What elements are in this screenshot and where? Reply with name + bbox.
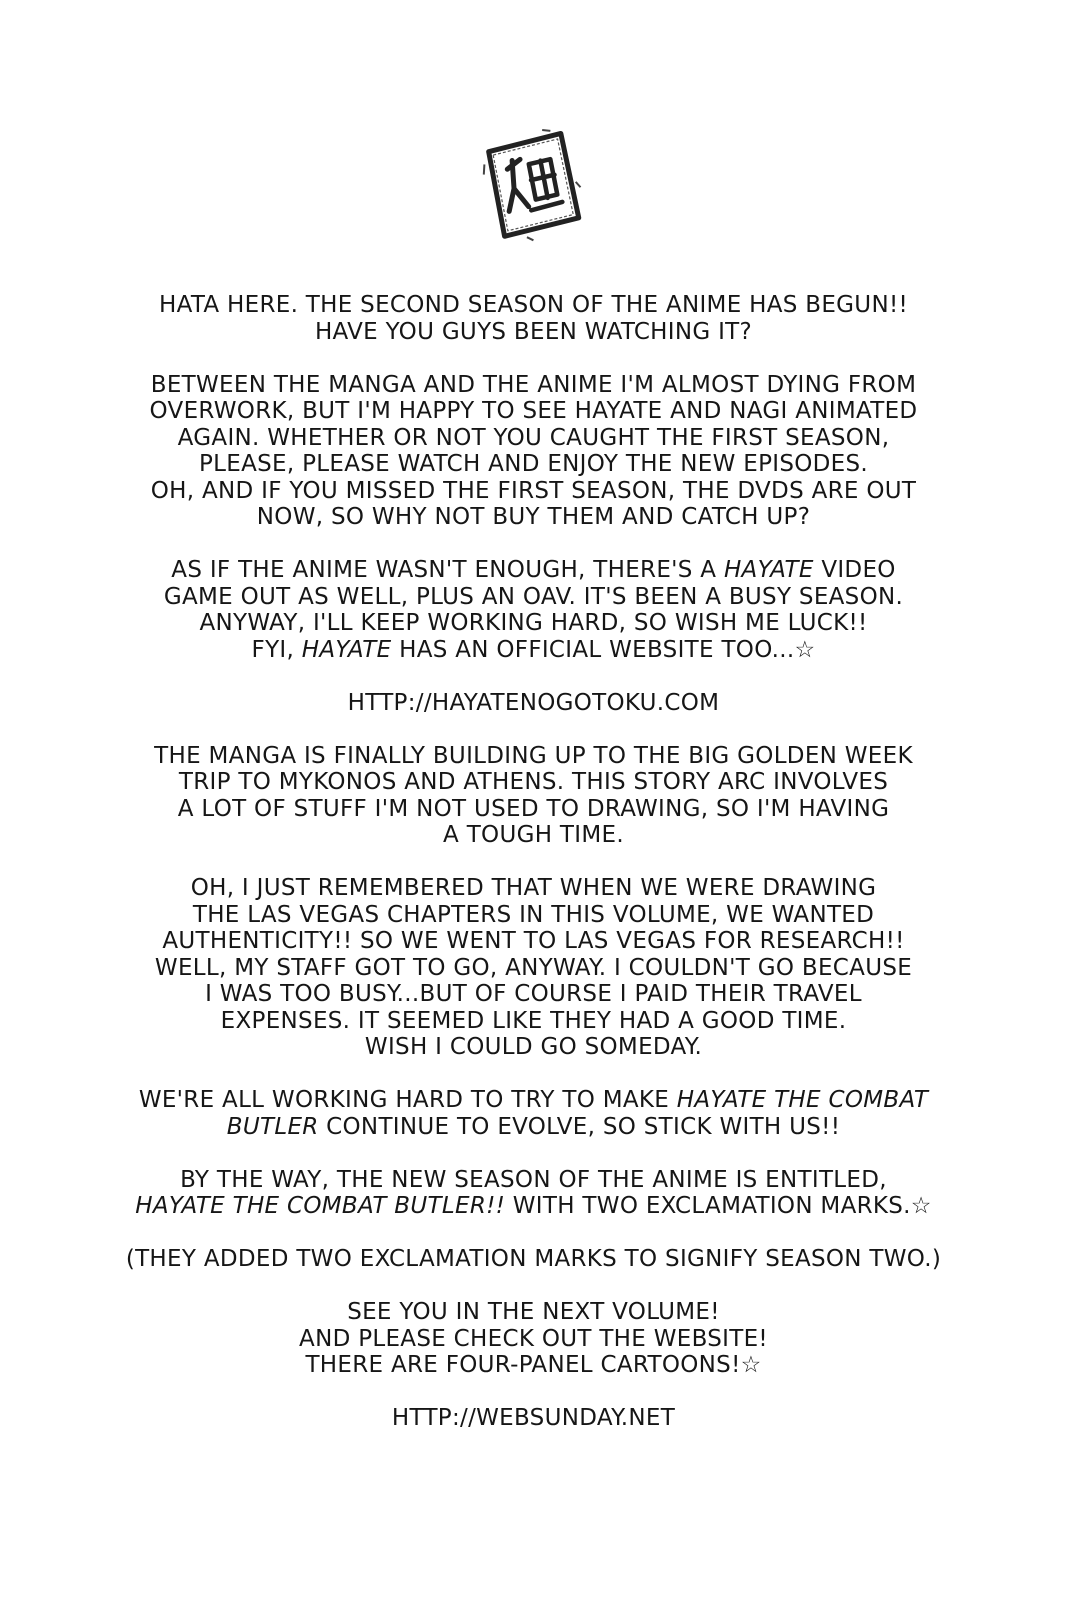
text-line xyxy=(100,292,967,319)
italic-title-text: HAYATE xyxy=(301,636,392,663)
text-segment: HATA HERE. THE SECOND SEASON OF THE ANIME HAS BEGUN!! xyxy=(158,292,908,318)
text-segment: FYI, xyxy=(251,636,302,663)
text-line xyxy=(100,796,967,823)
text-segment: THERE ARE FOUR-PANEL CARTOONS!☆ xyxy=(305,1352,762,1378)
text-segment: WE'RE ALL WORKING HARD TO TRY TO MAKE xyxy=(138,1087,677,1113)
text-segment: EXPENSES. IT SEEMED LIKE THEY HAD A GOOD TIME. xyxy=(220,1007,847,1034)
text-line xyxy=(100,425,967,452)
text-segment: WITH TWO EXCLAMATION MARKS.☆ xyxy=(505,1193,932,1219)
text-segment: AS IF THE ANIME WASN'T ENOUGH, THERE'S A xyxy=(171,557,724,583)
text-segment: BY THE WAY, THE NEW SEASON OF THE ANIME IS ENTITLED, xyxy=(180,1166,887,1193)
text-segment: AGAIN. WHETHER OR NOT YOU CAUGHT THE FIRST SEASON, xyxy=(177,424,890,451)
text-segment: OH, I JUST REMEMBERED THAT WHEN WE WERE DRAWING xyxy=(190,875,877,901)
text-line xyxy=(100,372,967,399)
text-segment: HTTP://HAYATENOGOTOKU.COM xyxy=(347,689,720,716)
text-segment: BETWEEN THE MANGA AND THE ANIME I'M ALMOST DYING FROM xyxy=(150,371,917,398)
text-line xyxy=(100,1034,967,1061)
text-line xyxy=(100,769,967,796)
text-line xyxy=(100,875,967,902)
text-segment: ANYWAY, I'LL KEEP WORKING HARD, SO WISH ME LUCK!! xyxy=(199,610,868,636)
text-segment: HAS AN OFFICIAL WEBSITE TOO...☆ xyxy=(391,636,816,663)
text-line xyxy=(100,981,967,1008)
paragraph xyxy=(100,875,967,1061)
text-segment: HAVE YOU GUYS BEEN WATCHING IT? xyxy=(314,318,753,345)
italic-title-text: HAYATE THE COMBAT BUTLER!! xyxy=(135,1193,506,1219)
text-line xyxy=(100,557,967,584)
paragraph xyxy=(100,292,967,345)
text-segment: AND PLEASE CHECK OUT THE WEBSITE! xyxy=(299,1325,768,1352)
paragraph xyxy=(100,1246,967,1273)
text-segment: WISH I COULD GO SOMEDAY. xyxy=(364,1034,703,1060)
text-line xyxy=(100,1167,967,1194)
text-segment: VIDEO xyxy=(813,557,896,583)
paragraph xyxy=(100,1087,967,1140)
text-segment: AUTHENTICITY!! SO WE WENT TO LAS VEGAS FOR RESEARCH!! xyxy=(162,928,905,954)
paragraph xyxy=(100,557,967,663)
text-line xyxy=(100,1114,967,1141)
italic-title-text: HAYATE xyxy=(723,557,814,583)
hanko-seal-graphic xyxy=(480,128,584,246)
text-line xyxy=(100,690,967,717)
text-segment: A LOT OF STUFF I'M NOT USED TO DRAWING, SO I'M HAVING xyxy=(177,795,890,822)
text-line xyxy=(100,743,967,770)
paragraph xyxy=(100,1405,967,1432)
text-line xyxy=(100,822,967,849)
text-segment: TRIP TO MYKONOS AND ATHENS. THIS STORY ARC INVOLVES xyxy=(178,769,889,795)
text-segment: WELL, MY STAFF GOT TO GO, ANYWAY. I COULDN'T GO BECAUSE xyxy=(154,954,913,981)
text-segment: HTTP://WEBSUNDAY.NET xyxy=(391,1405,676,1431)
text-line xyxy=(100,1087,967,1114)
paragraph xyxy=(100,743,967,849)
paragraph xyxy=(100,1299,967,1379)
text-line xyxy=(100,584,967,611)
paragraph xyxy=(100,690,967,717)
text-segment: NOW, SO WHY NOT BUY THEM AND CATCH UP? xyxy=(256,504,811,530)
italic-title-text: BUTLER xyxy=(226,1113,319,1140)
text-segment: OVERWORK, BUT I'M HAPPY TO SEE HAYATE AND NAGI ANIMATED xyxy=(149,398,918,424)
paragraph xyxy=(100,1167,967,1220)
text-segment: OH, AND IF YOU MISSED THE FIRST SEASON, THE DVDS ARE OUT xyxy=(150,477,917,504)
text-line xyxy=(100,1326,967,1353)
text-line xyxy=(100,1193,967,1220)
text-segment: SEE YOU IN THE NEXT VOLUME! xyxy=(347,1299,720,1325)
text-line xyxy=(100,504,967,531)
text-line xyxy=(100,610,967,637)
text-line xyxy=(100,928,967,955)
text-segment: THE MANGA IS FINALLY BUILDING UP TO THE BIG GOLDEN WEEK xyxy=(154,742,913,769)
text-line xyxy=(100,1008,967,1035)
text-line xyxy=(100,1405,967,1432)
text-line xyxy=(100,1299,967,1326)
text-line xyxy=(100,451,967,478)
text-line xyxy=(100,1246,967,1273)
text-segment: (THEY ADDED TWO EXCLAMATION MARKS TO SIGNIFY SEASON TWO.) xyxy=(125,1246,942,1272)
text-segment: PLEASE, PLEASE WATCH AND ENJOY THE NEW EPISODES. xyxy=(198,451,868,477)
text-segment: GAME OUT AS WELL, PLUS AN OAV. IT'S BEEN A BUSY SEASON. xyxy=(163,583,904,610)
text-segment: CONTINUE TO EVOLVE, SO STICK WITH US!! xyxy=(318,1113,841,1140)
afterword-text xyxy=(100,292,967,1458)
hanko-seal-icon xyxy=(480,128,584,246)
text-line xyxy=(100,902,967,929)
text-line xyxy=(100,1352,967,1379)
italic-title-text: HAYATE THE COMBAT xyxy=(676,1087,929,1113)
text-segment: THE LAS VEGAS CHAPTERS IN THIS VOLUME, WE WANTED xyxy=(192,901,875,928)
text-line xyxy=(100,398,967,425)
text-line xyxy=(100,319,967,346)
text-line xyxy=(100,637,967,664)
paragraph xyxy=(100,372,967,531)
text-line xyxy=(100,478,967,505)
text-segment: A TOUGH TIME. xyxy=(443,822,624,848)
text-line xyxy=(100,955,967,982)
text-segment: I WAS TOO BUSY...BUT OF COURSE I PAID THEIR TRAVEL xyxy=(205,981,862,1007)
